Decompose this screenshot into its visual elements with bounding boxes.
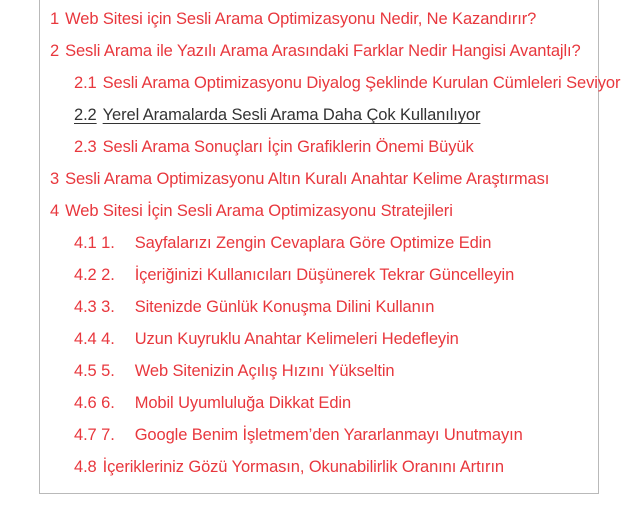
toc-item-4-2[interactable] bbox=[74, 259, 514, 291]
toc-item-2-2[interactable] bbox=[74, 99, 480, 131]
toc-item-4-3[interactable] bbox=[74, 291, 434, 323]
toc-item-label: Sesli Arama Optimizasyonu Diyalog Şeklinde Kurulan Cümleleri Seviyor bbox=[102, 74, 621, 92]
toc-item-4-8[interactable] bbox=[74, 451, 504, 483]
toc-item-1[interactable] bbox=[50, 3, 536, 35]
toc-item-number: 2.1 bbox=[74, 74, 97, 92]
toc-item-label: Sesli Arama ile Yazılı Arama Arasındaki Farklar Nedir Hangisi Avantajlı? bbox=[65, 42, 581, 60]
toc-item-4-5[interactable] bbox=[74, 355, 395, 387]
toc-item-4-6[interactable] bbox=[74, 387, 351, 419]
toc-item-number: 1 bbox=[50, 10, 60, 28]
toc-item-number: 4.8 bbox=[74, 458, 97, 476]
toc-item-number: 2.2 bbox=[74, 106, 97, 124]
table-of-contents bbox=[39, 0, 621, 494]
toc-item-number: 2.3 bbox=[74, 138, 97, 156]
toc-item-label: Web Sitesi İçin Sesli Arama Optimizasyonu Stratejileri bbox=[65, 202, 453, 220]
toc-item-number: 4 bbox=[50, 202, 60, 220]
toc-item-3[interactable] bbox=[50, 163, 549, 195]
toc-item-number: 3 bbox=[50, 170, 60, 188]
toc-item-number: 4.7 7. bbox=[74, 426, 115, 444]
toc-item-number: 4.1 1. bbox=[74, 234, 115, 252]
toc-item-number: 4.5 5. bbox=[74, 362, 115, 380]
toc-item-number: 2 bbox=[50, 42, 60, 60]
toc-item-2-1[interactable] bbox=[74, 67, 620, 99]
toc-item-4-7[interactable] bbox=[74, 419, 523, 451]
toc-item-label: Sitenizde Günlük Konuşma Dilini Kullanın bbox=[134, 298, 435, 316]
toc-item-4-1[interactable] bbox=[74, 227, 491, 259]
toc-item-label: Uzun Kuyruklu Anahtar Kelimeleri Hedefleyin bbox=[134, 330, 459, 348]
toc-item-number: 4.3 3. bbox=[74, 298, 115, 316]
toc-item-label: Yerel Aramalarda Sesli Arama Daha Çok Kullanılıyor bbox=[102, 106, 481, 124]
toc-item-2-3[interactable] bbox=[74, 131, 474, 163]
toc-item-label: Web Sitenizin Açılış Hızını Yükseltin bbox=[134, 362, 395, 380]
toc-item-4-4[interactable] bbox=[74, 323, 459, 355]
toc-item-number: 4.4 4. bbox=[74, 330, 115, 348]
toc-item-label: Sesli Arama Optimizasyonu Altın Kuralı Anahtar Kelime Araştırması bbox=[65, 170, 550, 188]
toc-item-label: Sayfalarızı Zengin Cevaplara Göre Optimize Edin bbox=[134, 234, 492, 252]
toc-item-number: 4.6 6. bbox=[74, 394, 115, 412]
toc-item-label: Google Benim İşletmem’den Yararlanmayı Unutmayın bbox=[134, 426, 523, 444]
toc-item-label: İçeriğinizi Kullanıcıları Düşünerek Tekrar Güncelleyin bbox=[134, 266, 515, 284]
toc-item-4[interactable] bbox=[50, 195, 453, 227]
toc-item-number: 4.2 2. bbox=[74, 266, 115, 284]
toc-item-2[interactable] bbox=[50, 35, 581, 67]
toc-item-label: Web Sitesi için Sesli Arama Optimizasyonu Nedir, Ne Kazandırır? bbox=[65, 10, 537, 28]
toc-item-label: İçerikleriniz Gözü Yormasın, Okunabilirlik Oranını Artırın bbox=[102, 458, 504, 476]
toc-item-label: Mobil Uyumluluğa Dikkat Edin bbox=[134, 394, 352, 412]
toc-item-label: Sesli Arama Sonuçları İçin Grafiklerin Önemi Büyük bbox=[102, 138, 474, 156]
